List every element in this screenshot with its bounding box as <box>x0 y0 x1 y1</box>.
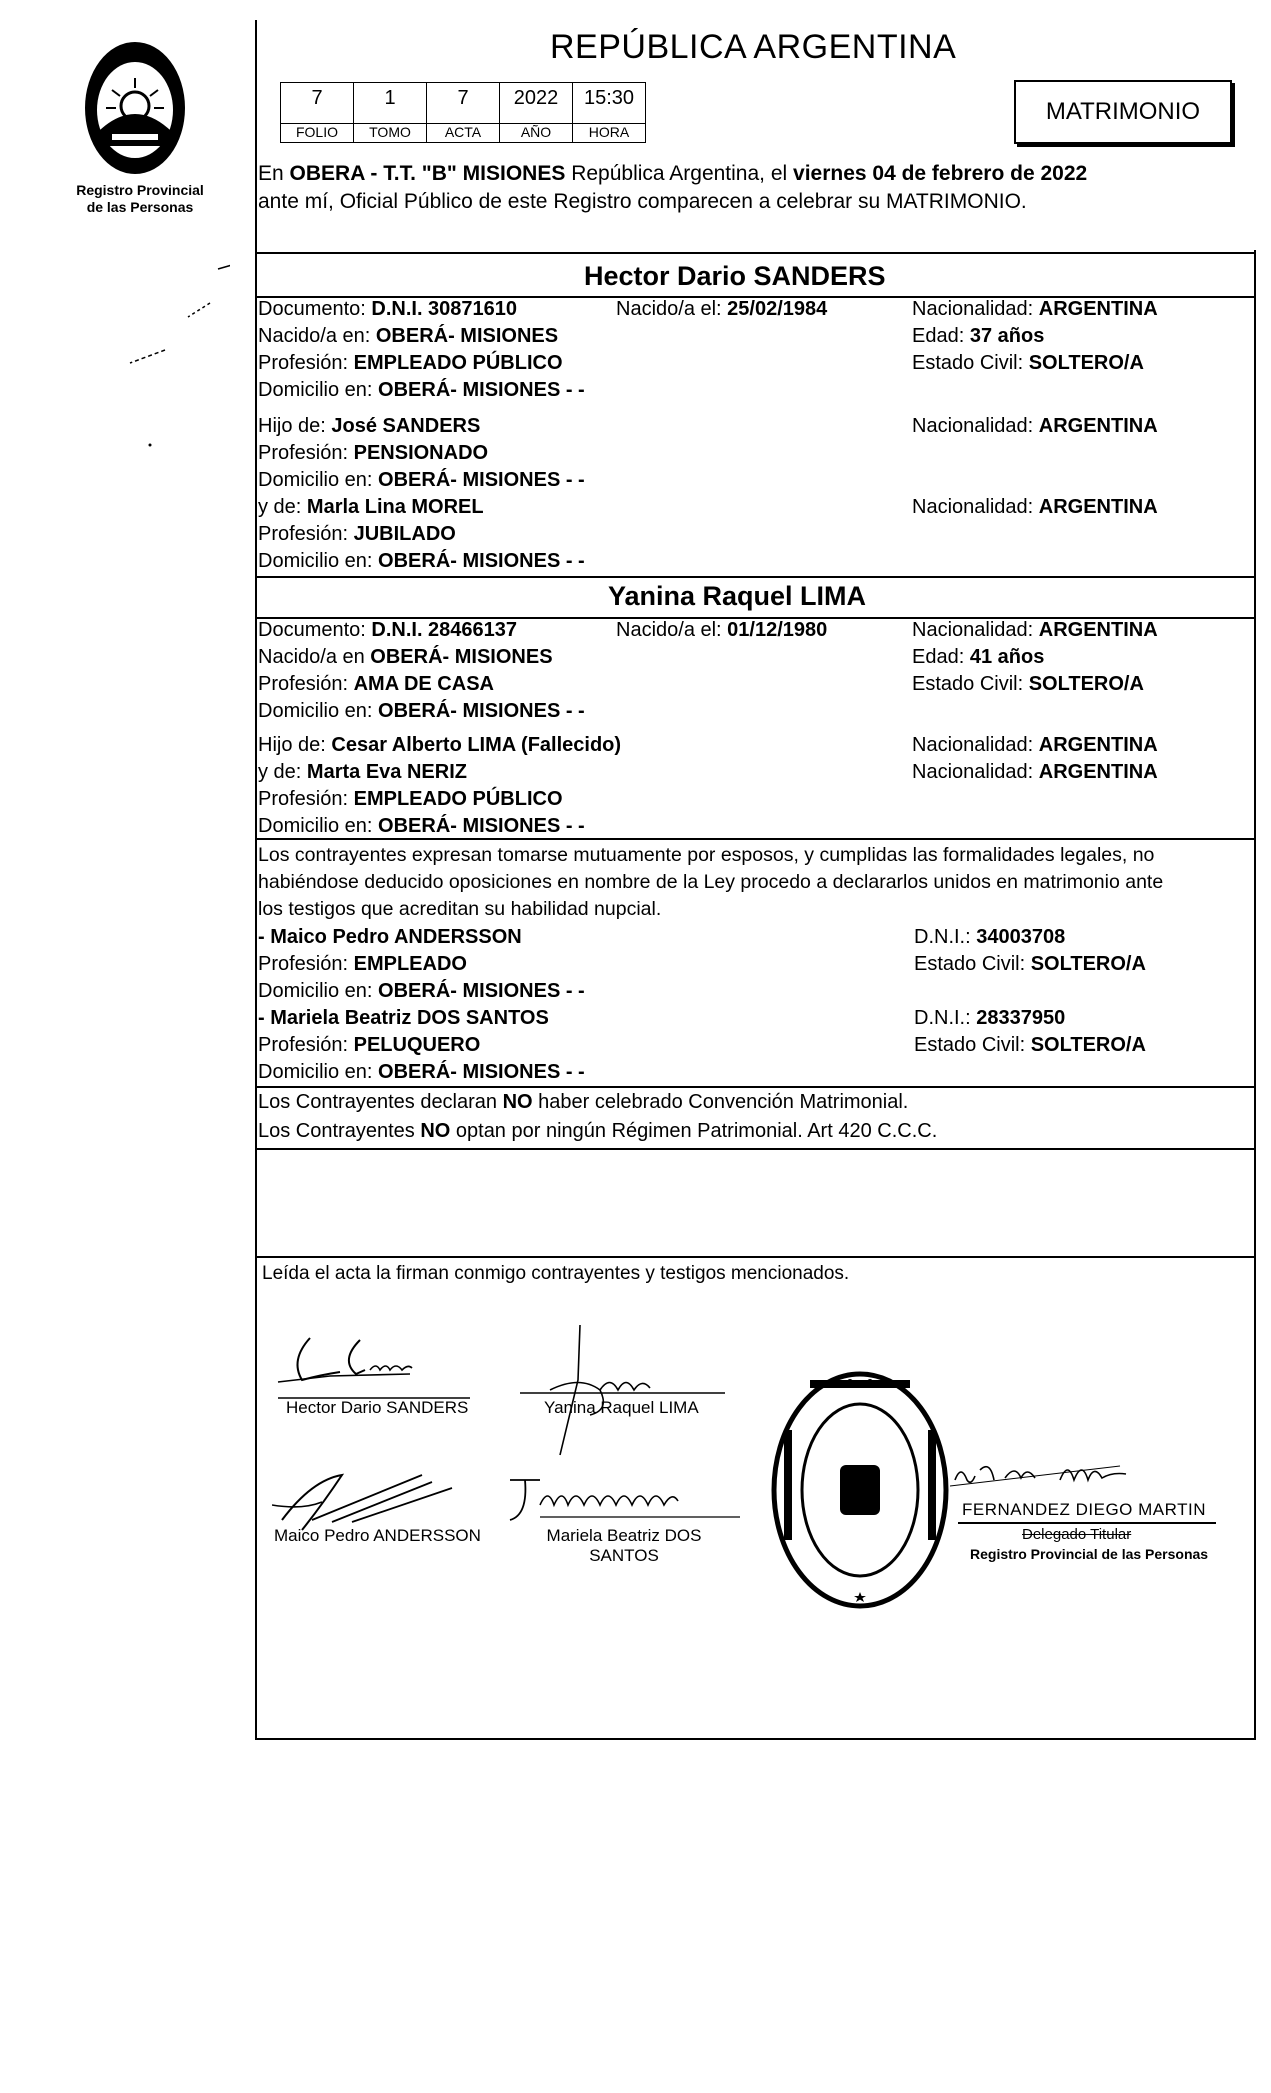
spouse2-address: Domicilio en: OBERÁ- MISIONES - - <box>258 700 585 722</box>
official-org: Registro Provincial de las Personas <box>970 1546 1209 1562</box>
signature-label-dos-santos: Mariela Beatriz DOS SANTOS <box>546 1526 702 1565</box>
witness1-civil-status: Estado Civil: SOLTERO/A <box>914 953 1146 975</box>
witness2-profession: Profesión: PELUQUERO <box>258 1034 481 1056</box>
emblem-caption: Registro Provincial de las Personas <box>76 182 204 215</box>
ano-value: 2022 <box>499 82 573 124</box>
signature-label-sanders: Hector Dario SANDERS <box>286 1398 469 1417</box>
tomo-value: 1 <box>353 82 427 124</box>
spouse2-nationality: Nacionalidad: ARGENTINA <box>912 619 1158 641</box>
witness2-civil-status: Estado Civil: SOLTERO/A <box>914 1034 1146 1056</box>
spouse1-document: Documento: D.N.I. 30871610 <box>258 298 518 320</box>
witness2-address: Domicilio en: OBERÁ- MISIONES - - <box>258 1061 585 1083</box>
frame-right <box>1254 250 1256 1740</box>
spouse2-mother-nationality: Nacionalidad: ARGENTINA <box>912 761 1158 783</box>
divider-3 <box>255 576 1256 578</box>
spouse1-father: Hijo de: José SANDERS <box>258 415 481 437</box>
spouse1-age: Edad: 37 años <box>912 325 1045 347</box>
record-type: MATRIMONIO <box>1045 98 1201 125</box>
spouse1-father-profession: Profesión: PENSIONADO <box>258 442 489 464</box>
spouse1-mother-nationality: Nacionalidad: ARGENTINA <box>912 496 1158 518</box>
spouse1-profession: Profesión: EMPLEADO PÚBLICO <box>258 352 563 374</box>
spouse1-name: Hector Dario SANDERS <box>584 261 886 291</box>
margin-marks <box>110 255 230 455</box>
spouse1-civil-status: Estado Civil: SOLTERO/A <box>912 352 1144 374</box>
frame-bottom <box>255 1738 1256 1740</box>
spouse2-father-nationality: Nacionalidad: ARGENTINA <box>912 734 1158 756</box>
spouse1-address: Domicilio en: OBERÁ- MISIONES - - <box>258 379 585 401</box>
spouse2-mother-address: Domicilio en: OBERÁ- MISIONES - - <box>258 815 585 837</box>
spouse2-mother: y de: Marta Eva NERIZ <box>258 761 467 783</box>
signature-sanders <box>270 1330 470 1400</box>
frame-left <box>255 20 257 1740</box>
spouse2-birth-place: Nacido/a en OBERÁ- MISIONES <box>258 646 553 668</box>
spouse2-document: Documento: D.N.I. 28466137 <box>258 619 518 641</box>
folio-value: 7 <box>280 82 354 124</box>
spouse2-civil-status: Estado Civil: SOLTERO/A <box>912 673 1144 695</box>
spouse2-father: Hijo de: Cesar Alberto LIMA (Fallecido) <box>258 734 622 756</box>
spouse1-mother-profession: Profesión: JUBILADO <box>258 523 456 545</box>
signature-lima <box>520 1320 740 1460</box>
spouse1-father-nationality: Nacionalidad: ARGENTINA <box>912 415 1158 437</box>
signature-official <box>950 1450 1190 1500</box>
official-role: Delegado Titular <box>1022 1526 1132 1543</box>
intro-text: En OBERA - T.T. "B" MISIONES República Argentina, el viernes 04 de febrero de 2022 ante mí, Oficial Público de este Registro comparecen a celebrar su MATRIMONIO. <box>258 162 1088 213</box>
spouse1-mother-address: Domicilio en: OBERÁ- MISIONES - - <box>258 550 585 572</box>
divider-8 <box>255 1256 1256 1258</box>
signature-label-andersson: Maico Pedro ANDERSSON <box>274 1526 481 1545</box>
divider-5 <box>255 838 1256 840</box>
witness1-profession: Profesión: EMPLEADO <box>258 953 467 975</box>
record-type-box <box>1014 80 1232 144</box>
ano-label: AÑO <box>499 123 573 143</box>
witness2-name: - Mariela Beatriz DOS SANTOS <box>258 1007 549 1029</box>
spouse1-father-address: Domicilio en: OBERÁ- MISIONES - - <box>258 469 585 491</box>
spouse1-nationality: Nacionalidad: ARGENTINA <box>912 298 1158 320</box>
spouse2-mother-profession: Profesión: EMPLEADO PÚBLICO <box>258 788 563 810</box>
regime-patrimonial: Los Contrayentes NO optan por ningún Régimen Patrimonial. Art 420 C.C.C. <box>258 1120 938 1142</box>
witness2-dni: D.N.I.: 28337950 <box>914 1007 1066 1029</box>
regime-convention: Los Contrayentes declaran NO haber celebrado Convención Matrimonial. <box>258 1091 909 1113</box>
spouse2-name: Yanina Raquel LIMA <box>608 581 867 611</box>
hora-value: 15:30 <box>572 82 646 124</box>
hora-label: HORA <box>572 123 646 143</box>
signature-label-lima: Yanina Raquel LIMA <box>544 1398 699 1417</box>
official-name: FERNANDEZ DIEGO MARTIN <box>962 1500 1206 1519</box>
divider-6 <box>255 1086 1256 1088</box>
emblem-seal <box>82 38 188 178</box>
spouse1-mother: y de: Marla Lina MOREL <box>258 496 484 518</box>
witness1-dni: D.N.I.: 34003708 <box>914 926 1066 948</box>
spouse1-birth-date: Nacido/a el: 25/02/1984 <box>616 298 828 320</box>
divider-1 <box>255 252 1256 254</box>
acta-label: ACTA <box>426 123 500 143</box>
spouse2-birth-date: Nacido/a el: 01/12/1980 <box>616 619 828 641</box>
tomo-label: TOMO <box>353 123 427 143</box>
spouse2-profession: Profesión: AMA DE CASA <box>258 673 494 695</box>
spouse1-birth-place: Nacido/a en: OBERÁ- MISIONES <box>258 325 559 347</box>
witness1-address: Domicilio en: OBERÁ- MISIONES - - <box>258 980 585 1002</box>
spouse2-age: Edad: 41 años <box>912 646 1045 668</box>
acta-value: 7 <box>426 82 500 124</box>
divider-7 <box>255 1148 1256 1150</box>
declaration-text: Los contrayentes expresan tomarse mutuamente por esposos, y cumplidas las formalidades legales, no habiéndose deducido oposiciones en nombre de la Ley procedo a declararlos unidos en matrimonio ante los testigos que acreditan su habilidad nupcial. <box>258 844 1164 920</box>
witness1-name: - Maico Pedro ANDERSSON <box>258 926 522 948</box>
official-sign-line <box>958 1522 1216 1524</box>
folio-label: FOLIO <box>280 123 354 143</box>
page-title: REPÚBLICA ARGENTINA <box>550 28 957 66</box>
official-stamp <box>770 1370 950 1610</box>
closing-text: Leída el acta la firman conmigo contrayentes y testigos mencionados. <box>262 1263 850 1284</box>
